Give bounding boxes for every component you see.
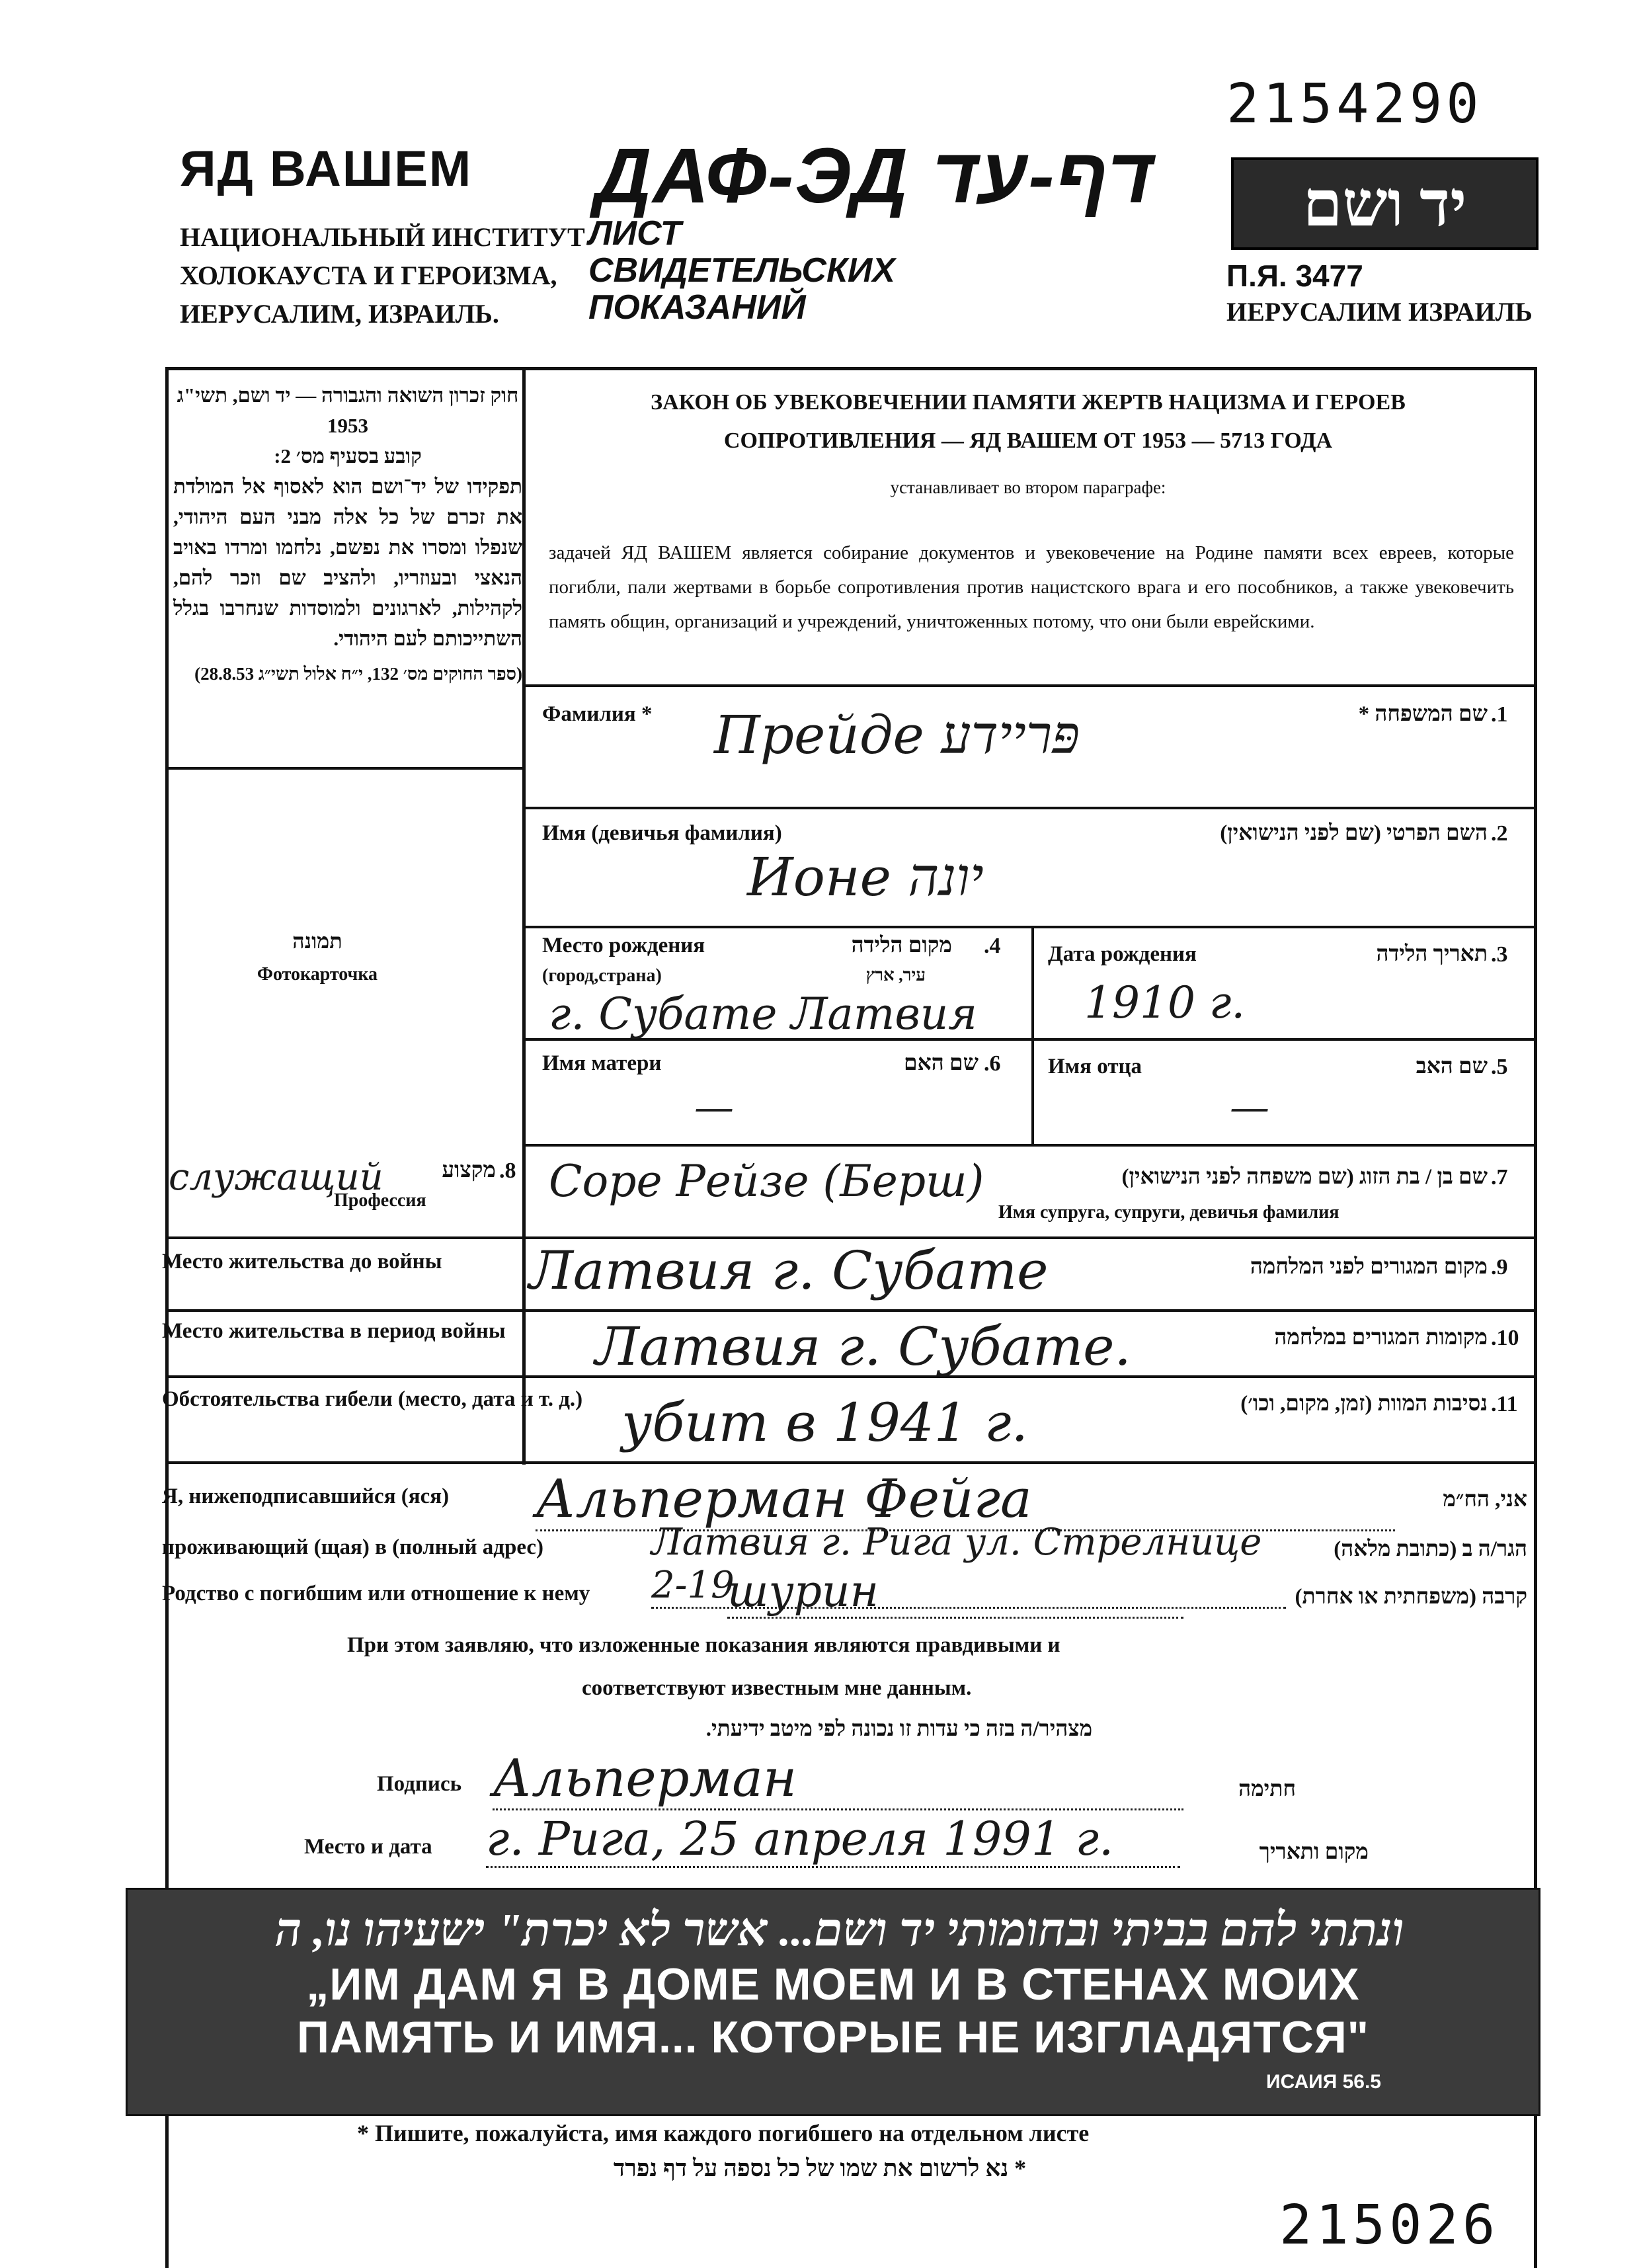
yad-vashem-logo — [1231, 157, 1539, 250]
law-hebrew-title: חוק זכרון השואה והגבורה — יד ושם, תשי"ג 1953 — [177, 384, 519, 437]
footer-note: * Пишите, пожалуйста, имя каждого погибшего на отдельном листе — [357, 2120, 1090, 2146]
statement-hebrew: מצהיר/ה בזה כי עדות זו נכונה לפי מיטב ידיעתי. — [705, 1717, 1093, 1741]
document-number-bottom: 215026 — [1279, 2194, 1499, 2257]
signature-label: Подпись — [377, 1772, 462, 1796]
profession-label: Профессия — [334, 1190, 426, 1211]
photo-label: Фотокарточка — [257, 964, 378, 985]
first-name-label-hebrew: השם הפרטי (שם לפני הנישואין) — [1220, 821, 1488, 845]
field-number: .5 — [1491, 1055, 1508, 1079]
relation-value[interactable]: шурин — [727, 1566, 1183, 1619]
birthdate-label-hebrew: תאריך הלידה — [1376, 942, 1488, 966]
law-hebrew-source: (ספר החוקים מס׳ 132, י״ח אלול תשי״ג 28.8.53) — [194, 664, 522, 684]
form-title — [588, 215, 895, 326]
address-value[interactable]: Латвия г. Рига ул. Стрелнице 2-19 — [651, 1521, 1286, 1609]
field-number: .2 — [1491, 821, 1508, 846]
first-name-label: Имя (девичья фамилия) — [542, 821, 782, 845]
law-body: задачей ЯД ВАШЕМ является собирание документов и увековечение на Родине памяти всех евреев, которые погибли, пали жертвами в борьбе сопротивления против нацистского врага и его пособников, а также увековечить память общин, организаций и учреждений, уничтоженных потому, что они были еврейскими. — [549, 542, 1514, 632]
death-circumstances-label-hebrew: נסיבות המוות (זמן, מקום, וכו׳) — [1240, 1392, 1488, 1416]
mother-name-label: Имя матери — [542, 1051, 662, 1075]
banner-hebrew: ונתתי להם בביתי ובחומותי יד ושם... אשר לא יכרת" ישעיהו נו, ה — [275, 1905, 1404, 1956]
daf-ed-title: ДАФ-ЭД דף-עד — [595, 132, 1154, 220]
wartime-residence-label-hebrew: מקומות המגורים במלחמה — [1274, 1326, 1488, 1350]
statement-line: соответствуют известным мне данным. — [582, 1676, 972, 1700]
address-label: проживающий (щая) в (полный адрес) — [162, 1535, 544, 1559]
wartime-residence-value[interactable]: Латвия г. Субате. — [595, 1316, 1131, 1377]
institute-line: НАЦИОНАЛЬНЫЙ ИНСТИТУТ — [180, 222, 585, 252]
signer-value[interactable]: Альперман Фейга — [536, 1468, 1395, 1531]
document-number-top: 2154290 — [1226, 73, 1483, 136]
divider — [165, 1461, 1537, 1464]
divider — [526, 1144, 1537, 1147]
spouse-label: Имя супруга, супруги, девичья фамилия — [998, 1202, 1339, 1223]
form-title-line: СВИДЕТЕЛЬСКИХ — [588, 251, 895, 290]
spouse-label-hebrew: שם בן / בת הזוג (שם משפחה לפני הנישואין) — [1121, 1165, 1488, 1189]
address-label-hebrew: הגר/ה ב (כתובת מלאה) — [1334, 1537, 1527, 1561]
birthdate-value[interactable]: 1910 г. — [1084, 977, 1246, 1028]
form-title-line: ЛИСТ — [588, 214, 682, 253]
surname-value[interactable]: Прейде פּריידע — [714, 704, 1080, 766]
institute-line: ИЕРУСАЛИМ, ИЗРАИЛЬ. — [180, 299, 499, 329]
divider — [526, 807, 1537, 809]
law-hebrew-body: תפקידו של יד־ושם הוא לאסוף אל המולדת את זכרם של כל אלה מבני העם היהודי, שנפלו ומסרו את נפשם, נלחמו ומרדו באויב הנאצי ובעוזריו, ולהציב שם וזכר להם, לקהילות, לארגונים ולמוסדות שנחרבו בגלל השתייכותם לעם היהודי. — [173, 475, 522, 650]
birthplace-sublabel: (город,страна) — [542, 965, 662, 986]
footer-note-hebrew: * נא לרשום את שמו של כל נספה על דף נפרד — [613, 2155, 1027, 2181]
father-name-label: Имя отца — [1048, 1055, 1142, 1078]
field-number: .1 — [1491, 702, 1508, 727]
field-number: .10 — [1491, 1326, 1519, 1350]
divider — [165, 1309, 1537, 1312]
signer-label-hebrew: אני, הח״מ — [1443, 1488, 1527, 1512]
surname-label-hebrew: שם המשפחה * — [1358, 702, 1488, 726]
left-column-divider — [522, 367, 526, 1465]
field-number: .9 — [1491, 1255, 1508, 1279]
mother-name-value[interactable]: — — [694, 1084, 734, 1131]
law-hebrew — [173, 380, 522, 686]
po-box: П.Я. 3477 — [1226, 259, 1363, 293]
surname-label: Фамилия * — [542, 702, 653, 726]
field-number: .7 — [1491, 1165, 1508, 1190]
father-name-label-hebrew: שם האב — [1416, 1055, 1488, 1078]
spouse-value[interactable]: Соре Рейзе (Берш) — [549, 1156, 984, 1207]
field-number: .3 — [1491, 942, 1508, 967]
field-number: .6 — [984, 1051, 1001, 1076]
signer-label: Я, нижеподписавшийся (яся) — [162, 1484, 450, 1508]
profession-value[interactable]: служащий — [169, 1156, 383, 1199]
divider — [165, 767, 526, 770]
divider — [526, 684, 1537, 687]
birthplace-label-hebrew: מקום הלידה — [851, 934, 952, 957]
law-hebrew-clause: קובע בסעיף מס׳ 2: — [274, 444, 422, 467]
birthplace-value[interactable]: г. Субате Латвия — [549, 989, 977, 1039]
place-date-label-hebrew: מקום ותאריך — [1259, 1840, 1369, 1864]
form-title-line: ПОКАЗАНИЙ — [588, 288, 806, 327]
field-number: .8 — [499, 1158, 516, 1183]
signature-label-hebrew: חתימה — [1238, 1777, 1296, 1801]
prewar-residence-label-hebrew: מקום המגורים לפני המלחמה — [1250, 1255, 1488, 1279]
yad-vashem-title: ЯД ВАШЕМ — [180, 141, 473, 197]
divider — [165, 1236, 1537, 1239]
death-circumstances-value[interactable]: убит в 1941 г. — [621, 1392, 1028, 1453]
birthdate-label: Дата рождения — [1048, 942, 1197, 966]
field-number: .11 — [1491, 1392, 1518, 1416]
institute-line: ХОЛОКАУСТА И ГЕРОИЗМА, — [180, 261, 557, 290]
prewar-residence-label: Место жительства до войны — [162, 1250, 442, 1274]
death-circumstances-label: Обстоятельства гибели (место, дата и т. д.) — [162, 1387, 583, 1411]
relation-label-hebrew: קרבה (משפחתית או אחרת) — [1295, 1585, 1527, 1609]
relation-label: Родство с погибшим или отношение к нему — [162, 1582, 590, 1605]
divider — [1031, 926, 1034, 1144]
photo-label-hebrew: תמונה — [292, 929, 342, 953]
father-name-value[interactable]: — — [1230, 1084, 1269, 1131]
banner-russian-line: „ИМ ДАМ Я В ДОМЕ МОЕМ И В СТЕНАХ МОИХ — [306, 1959, 1360, 2009]
law-title-line: ЗАКОН ОБ УВЕКОВЕЧЕНИИ ПАМЯТИ ЖЕРТВ НАЦИЗМА И ГЕРОЕВ — [651, 390, 1406, 415]
wartime-residence-label: Место жительства в период войны — [162, 1319, 506, 1343]
banner-russian-line: ПАМЯТЬ И ИМЯ... КОТОРЫЕ НЕ ИЗГЛАДЯТСЯ" — [297, 2012, 1369, 2062]
field-number: .4 — [984, 934, 1001, 958]
banner-reference: ИСАИЯ 56.5 — [1266, 2071, 1381, 2093]
profession-label-hebrew: מקצוע — [442, 1158, 496, 1182]
law-title — [529, 384, 1527, 460]
institute-address — [180, 218, 585, 333]
birthplace-label: Место рождения — [542, 934, 705, 957]
prewar-residence-value[interactable]: Латвия г. Субате — [529, 1240, 1049, 1301]
mother-name-label-hebrew: שם האם — [904, 1051, 979, 1075]
law-subtitle: устанавливает во втором параграфе: — [890, 477, 1166, 497]
first-name-value[interactable]: Ионе יונה — [747, 846, 984, 908]
place-date-value[interactable]: г. Рига, 25 апреля 1991 г. — [486, 1812, 1180, 1868]
city-right: ИЕРУСАЛИМ ИЗРАИЛЬ — [1226, 297, 1533, 327]
signature-value[interactable]: Альперман — [493, 1749, 1183, 1810]
logo-text: יד ושם — [1302, 168, 1467, 239]
law-title-line: СОПРОТИВЛЕНИЯ — ЯД ВАШЕМ ОТ 1953 — 5713 ГОДА — [723, 428, 1333, 453]
statement-line: При этом заявляю, что изложенные показания являются правдивыми и — [347, 1633, 1060, 1657]
birthplace-sublabel-hebrew: עיר, ארץ — [865, 965, 926, 985]
place-date-label: Место и дата — [304, 1835, 432, 1859]
